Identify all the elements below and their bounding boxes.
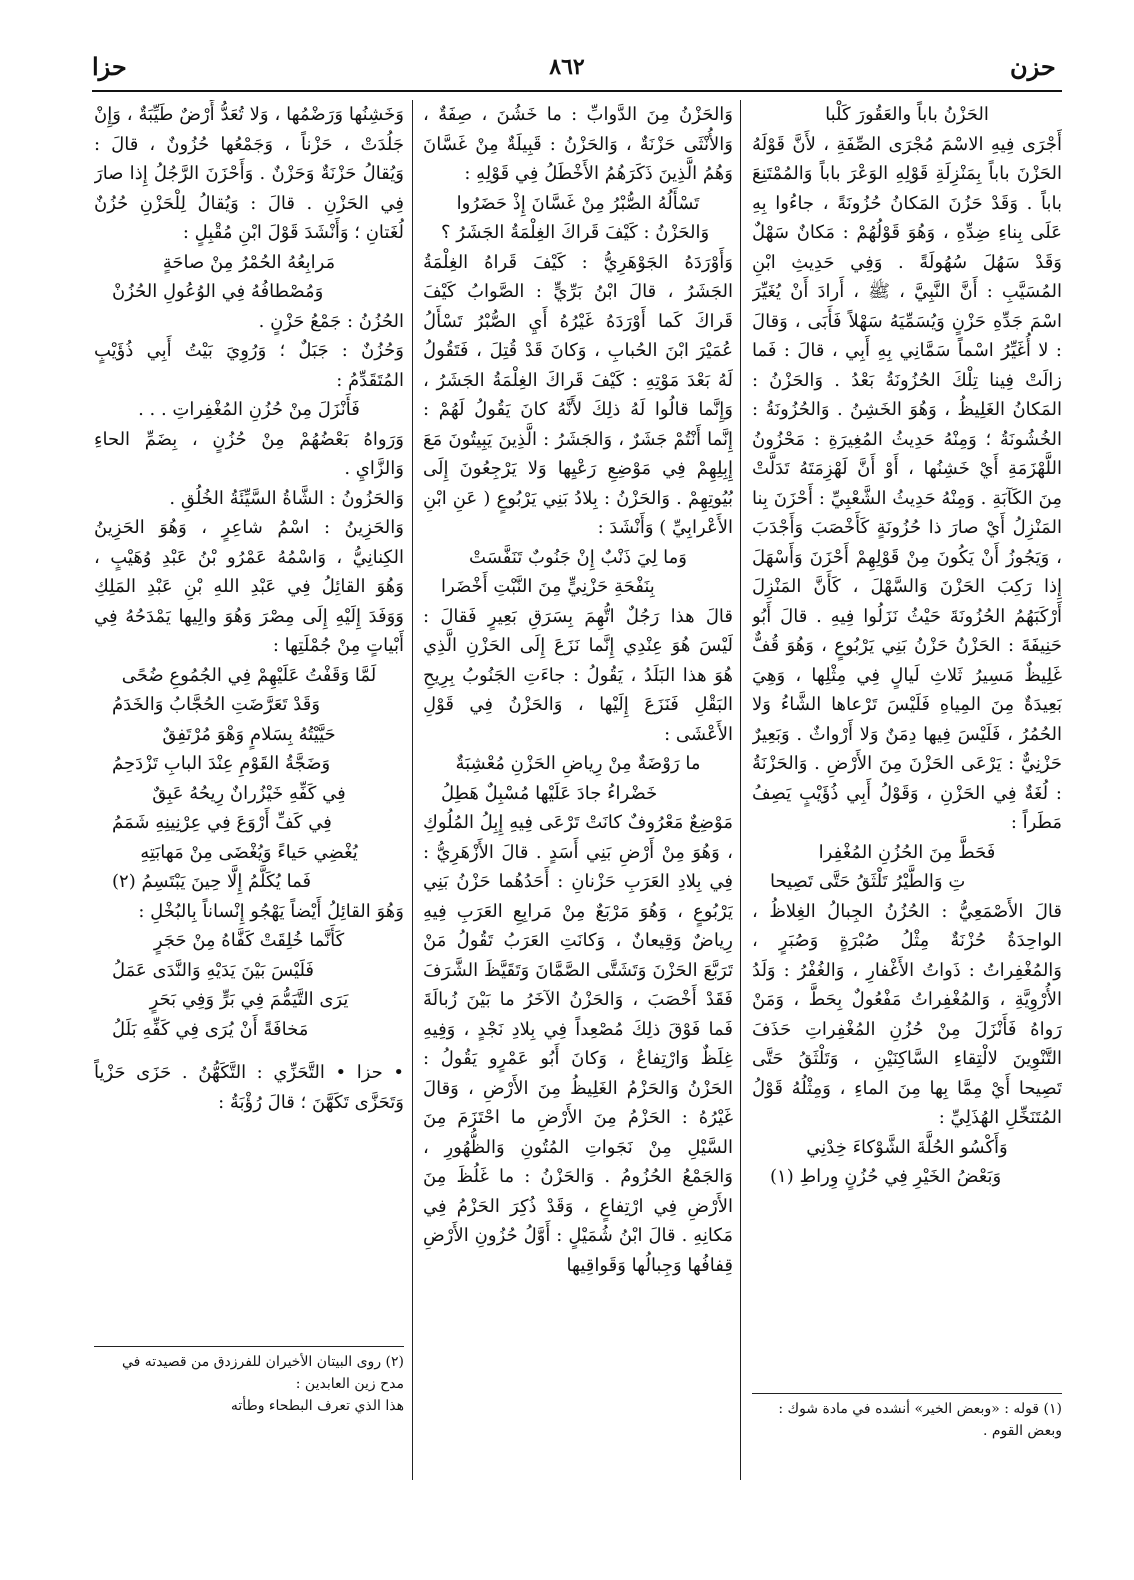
verse-line: مَرابِعُهُ الحُمْرُ مِنْ صاحَةٍ (162, 251, 336, 273)
verse-line: وَمُصْطافُهُ فِي الوُعُولِ الحُزُنْ (112, 281, 324, 302)
verse-line: فَحَطَّ مِنَ الحُزُنِ المُغْفِرا (818, 841, 996, 863)
footnote-line: هذا الذي تعرف البطحاء وطأته (230, 1398, 404, 1414)
verse-line: وَما لِيَ ذَنْبٌ إِنْ جَنُوبٌ تَنَفَّسَتْ (469, 546, 687, 568)
verse-line: فِي كَفِّهِ خَيْزُرانٌ رِيحُهُ عَبِقٌ (152, 782, 346, 804)
text-column-middle (423, 100, 733, 1480)
entry-headword-paragraph: • حزا • التَّحَزِّي : التَّكَهُّنُ . حَزَى حَزْياً وَتَحَزَّى تَكَهَّنَ ؛ قالَ رُؤْبَةُ : (94, 1062, 404, 1113)
verse-line: بِنَفْحَةِ حَزْنِيٍّ مِنَ النَّبْتِ أَخْضَرا (441, 576, 655, 597)
header-entry-word-left: حزا (92, 52, 127, 81)
header-entry-word-right: حزن (1010, 52, 1056, 81)
text-paragraph: الحُزُنُ : جَمْعُ حَزْنٍ . (258, 310, 404, 332)
verse-line: فَلَيْسَ بَيْنَ يَدَيْهِ وَالنَّدَى عَمَلُ (112, 959, 315, 981)
text-paragraph: وَخَشِنُها وَرَضْمُها ، وَلا تُعَدُّ أَرْضٌ طَيِّبَةٌ ، وَإِنْ جَلُدَتْ ، حَزْناً ، وَجَمْعُها حُزُونٌ ، قالَ : وَيُقالُ حَزْنَةٌ وَحَزْنٌ . وَأَحْزَنَ الرَّجُلُ إِذا صارَ فِي الحَزْنِ . قالَ : وَيُقالُ لِلْحَزْنِ حُزُنٌ لُغَتانِ ؛ وَأَنْشَدَ قَوْلَ ابْنِ مُقْبِلٍ : (94, 104, 404, 243)
verse-line: مَخافَةً أَنْ يُرَى فِي كَفِّهِ بَلَلُ (112, 1018, 309, 1040)
verse-line: تَسْأَلُهُ الصُّبْرُ مِنْ غَسَّانَ إِذْ حَضَرُوا (456, 192, 700, 214)
text-paragraph: قالَ هذا رَجُلٌ اتُّهِمَ بِسَرَقِ بَعِيرٍ فَقالَ : لَيْسَ هُوَ عِنْدِي إِنَّما نَزَعَ إِلَى الحَزْنِ الَّذِي هُوَ هذا البَلَدُ ، يَقُولُ : جاءَتِ الجَنُوبُ بِرِيحِ البَقْلِ فَنَزَعَ إِلَيْها ، وَالحَزْنُ فِي قَوْلِ الأَعْشَى : (423, 605, 733, 745)
verse-line: فِي كَفِّ أَرْوَعَ فِي عِرْنِينِهِ شَمَمُ (112, 812, 332, 833)
column-divider (740, 100, 741, 1480)
verse-line: وَقَدْ تَعَرَّضَتِ الحُجَّابُ وَالخَدَمُ (112, 694, 321, 715)
text-paragraph: مَوْضِعٌ مَعْرُوفٌ كانَتْ تَرْعَى فِيهِ إِبِلُ المُلُوكِ ، وَهُوَ مِنْ أَرْضِ بَنِي أَسَدٍ . قالَ الأَزْهَرِيُّ : فِي بِلادِ العَرَبِ حَزْنانِ : أَحَدُهُما حَزْنُ بَنِي يَرْبُوعٍ ، وَهُوَ مَرْبَعٌ مِنْ مَرابِعِ العَرَبِ فِيهِ رِياضٌ وَقِيعانٌ ، وَكانَتِ العَرَبُ تَقُولُ مَنْ تَرَبَّعَ الحَزْنَ وَتَشَتَّى الصَّمَّانَ وَتَقَيَّظَ الشَّرَفَ فَقَدْ أَخْصَبَ ، وَالحَزْنُ الآخَرُ ما بَيْنَ زُبالَةَ فَما فَوْقَ ذلِكَ مُصْعِداً فِي بِلادِ نَجْدٍ ، وَفِيهِ غِلَظٌ وَارْتِفاعٌ ، وَكانَ أَبُو عَمْرٍو يَقُولُ : الحَزْنُ وَالحَزْمُ الغَلِيظُ مِنَ الأَرْضِ ، وَقالَ غَيْرُهُ : الحَزْمُ مِنَ الأَرْضِ ما احْتَزَمَ مِنَ السَّيْلِ مِنْ نَجَواتِ المُتُونِ وَالظُّهُورِ ، وَالجَمْعُ الحُزُومُ . وَالحَزْنُ : ما غَلُظَ مِنَ الأَرْضِ فِي ارْتِفاعٍ ، وَقَدْ ذُكِرَ الحَزْمُ فِي مَكانِهِ . قالَ ابْنُ شُمَيْلٍ : أَوَّلُ حُزُونِ الأَرْضِ قِفافُها وَجِبالُها وَقَواقِيها (423, 812, 733, 1276)
verse-line: خَضْراءُ جادَ عَلَيْها مُسْبِلٌ هَطِلُ (441, 782, 658, 804)
footnote-left (94, 1346, 404, 1417)
verse-line: يَرَى التَّيَمُّمَ فِي بَرٍّ وَفِي بَحَرٍ (149, 989, 349, 1010)
verse-line: وَضَجَّةُ القَوْمِ عِنْدَ البابِ تَزْدَحِمُ (112, 753, 331, 774)
verse-line: وَبَعْضُ الخَيْرِ فِي حُزُنٍ وِراطِ (١) (770, 1166, 1002, 1187)
verse-line: وَأَكْسُو الحُلَّةَ الشَّوْكاءَ خِدْنِي (806, 1136, 1008, 1158)
text-paragraph: وَهُوَ القائِلُ أَيْضاً يَهْجُو إِنْساناً بِالبُخْلِ : (138, 900, 404, 922)
verse-line: تِ وَالطَّيْرُ تَلْثَقُ حَتَّى تَصِيحا (770, 871, 966, 892)
verse-line: يُغْضِي حَياءً وَيُغْضَى مِنْ مَهابَتِهِ (140, 841, 358, 863)
verse-line: حَيَّيْتُهُ بِسَلامٍ وَهْوَ مُرْتَفِقٌ (162, 723, 336, 745)
verse-line: فَما يُكَلَّمُ إِلَّا حِينَ يَبْتَسِمُ (٢) (112, 871, 312, 892)
text-column-right (752, 100, 1062, 1480)
footnote-right (752, 1393, 1062, 1442)
column-divider (412, 100, 413, 1480)
verse-line: فَأَنْزَلَ مِنْ حُزُنِ المُغْفِراتِ . . . (138, 399, 360, 420)
header-rule (92, 90, 1062, 92)
text-paragraph: وَحُزُنٌ : جَبَلٌ ؛ وَرُوِيَ بَيْتُ أَبِي ذُؤَيْبٍ المُتَقَدِّمُ : (94, 340, 404, 391)
verse-line: الحَزْنُ باباً والعَقُورَ كَلْبا (825, 104, 989, 125)
verse-line: ما رَوْضَةٌ مِنْ رِياضِ الحَزْنِ مُعْشِبَةٌ (455, 753, 701, 774)
verse-line: وَالحَزْنُ : كَيْفَ قَراكَ الغِلْمَةُ الجَشَرُ ؟ (441, 222, 710, 243)
text-paragraph: وَالحَزُونُ : الشَّاةُ السَّيِّئَةُ الخُلُقِ . (169, 487, 404, 509)
footnote-line: (٢) روى البيتان الأخيران للفرزدق من قصيدته في مدح زين العابدين : (121, 1354, 404, 1392)
text-paragraph: أَجْرَى فِيهِ الاسْمَ مُجْرَى الصِّفَةِ ، لأَنَّ قَوْلَهُ الحَزْنَ باباً بِمَنْزِلَةِ قَوْلِهِ الوَعْرَ باباً وَالمُمْتَنِعَ باباً . وَقَدْ حَزُنَ المَكانُ حُزُونَةً ، جاءُوا بِهِ عَلَى بِناءِ ضِدِّهِ ، وَهُوَ قَوْلُهُمْ : مَكانٌ سَهْلٌ وَقَدْ سَهُلَ سُهُولَةً . وَفِي حَدِيثِ ابْنِ المُسَيَّبِ : أَنَّ النَّبِيَّ ، ﷺ ، أَرادَ أَنْ يُغَيِّرَ اسْمَ جَدِّهِ حَزْنٍ وَيُسَمِّيَهُ سَهْلاً فَأَبَى ، وَقالَ : لا أُغَيِّرُ اسْماً سَمَّانِي بِهِ أَبِي ، قالَ : فَما زالَتْ فِينا تِلْكَ الحُزُونَةُ بَعْدُ . وَالحَزْنُ : المَكانُ الغَلِيظُ ، وَهُوَ الخَشِنُ . وَالحُزُونَةُ : الخُشُونَةُ ؛ وَمِنْهُ حَدِيثُ المُغِيرَةِ : مَحْزُونُ اللَّهْزَمَةِ أَيْ خَشِنُها ، أَوْ أَنَّ لَهْزِمَتَهُ تَدَلَّتْ مِنَ الكَآبَةِ . وَمِنْهُ حَدِيثُ الشَّعْبِيِّ : أَحْزَنَ بِنا المَنْزِلُ أَيْ صارَ ذا حُزُونَةٍ كَأَخْصَبَ وَأَجْدَبَ ، وَيَجُوزُ أَنْ يَكُونَ مِنْ قَوْلِهِمْ أَحْزَنَ وَأَسْهَلَ إِذا رَكِبَ الحَزْنَ وَالسَّهْلَ ، كَأَنَّ المَنْزِلَ أَرْكَبَهُمُ الحُزُونَةَ حَيْثُ نَزَلُوا فِيهِ . قالَ أَبُو حَنِيفَةَ : الحَزْنُ حَزْنُ بَنِي يَرْبُوعٍ ، وَهُوَ قُفٌّ غَلِيظٌ مَسِيرُ ثَلاثِ لَيالٍ فِي مِثْلِها ، وَهِيَ بَعِيدَةٌ مِنَ المِياهِ فَلَيْسَ تَرْعاها الشَّاءُ وَلا الحُمُرُ ، فَلَيْسَ فِيها دِمَنٌ وَلا أَرْواثٌ . وَبَعِيرٌ حَزْنِيٌّ : يَرْعَى الحَزْنَ مِنَ الأَرْضِ . وَالحَزْنَةُ : لُغَةٌ فِي الحَزْنِ ، وَقَوْلُ أَبِي ذُؤَيْبٍ يَصِفُ مَطَراً : (752, 133, 1062, 833)
page-number: ٨٦٢ (549, 54, 585, 80)
text-paragraph: قالَ الأَصْمَعِيُّ : الحُزُنُ الجِبالُ الغِلاظُ ، الواحِدَةُ حُزْنَةٌ مِثْلُ صُبْرَةٍ وَصُبَرٍ ، وَالمُغْفِراتُ : ذَواتُ الأَغْفارِ ، وَالغُفْرُ : وَلَدُ الأُرْوِيَّةِ ، وَالمُغْفِراتُ مَفْعُولٌ بِحَطَّ ، وَمَنْ رَواهُ فَأَنْزَلَ مِنْ حُزُنِ المُغْفِراتِ حَذَفَ التَّنْوِينَ لالْتِقاءِ السَّاكِنَيْنِ ، وَتَلْثَقُ حَتَّى تَصِيحا أَيْ مِمَّا بِها مِنَ الماءِ ، وَمِثْلُهُ قَوْلُ المُتَنَخِّلِ الهُذَلِيِّ : (752, 900, 1062, 1128)
text-paragraph: وَالحَزْنُ مِنَ الدَّوابِّ : ما خَشُنَ ، صِفَةٌ ، وَالأُنْثَى حَزْنَةٌ ، وَالحَزْنُ : قَبِيلَةٌ مِنْ غَسَّانَ وَهُمُ الَّذِينَ ذَكَرَهُمُ الأَخْطَلُ فِي قَوْلِهِ : (423, 104, 733, 184)
text-paragraph: وَأَوْرَدَهُ الجَوْهَرِيُّ : كَيْفَ قَراهُ الغِلْمَةُ الجَشَرُ ، قالَ ابْنُ بَرِّيٍّ : الصَّوابُ كَيْفَ قَراكَ كَما أَوْرَدَهُ غَيْرُهُ أَيِ الصُّبْرُ تَسْأَلُ عُمَيْرَ ابْنَ الحُبابِ ، وَكانَ قَدْ قُتِلَ ، فَتَقُولُ لَهُ بَعْدَ مَوْتِهِ : كَيْفَ قَراكَ الغِلْمَةُ الجَشَرُ ، وَإِنَّما قالُوا لَهُ ذلِكَ لأَنَّهُ كانَ يَقُولُ لَهُمْ : إِنَّما أَنْتُمْ جَشَرٌ ، وَالجَشَرُ : الَّذِينَ يَبِيتُونَ مَعَ إِبِلِهِمْ فِي مَوْضِعِ رَعْيِها وَلا يَرْجِعُونَ إِلَى بُيُوتِهِمْ . وَالحَزْنُ : بِلادُ بَنِي يَرْبُوعٍ ( عَنِ ابْنِ الأَعْرابِيِّ ) وَأَنْشَدَ : (423, 251, 733, 538)
verse-line: لَمَّا وَقَفْتُ عَلَيْهِمْ فِي الجُمُوعِ ضُحًى (121, 664, 377, 686)
text-paragraph: وَالحَزِينُ : اسْمُ شاعِرٍ ، وَهُوَ الحَزِينُ الكِنانِيُّ ، وَاسْمُهُ عَمْرُو بْنُ عَبْدِ وُهَيْبٍ ، وَهُوَ القائِلُ فِي عَبْدِ اللهِ بْنِ عَبْدِ المَلِكِ وَوَفَدَ إِلَيْهِ إِلَى مِصْرَ وَهُوَ والِيها يَمْدَحُهُ فِي أَبْياتٍ مِنْ جُمْلَتِها : (94, 517, 404, 656)
verse-line: كَأَنَّما خُلِقَتْ كَفَّاهُ مِنْ حَجَرٍ (153, 930, 345, 951)
text-column-left (94, 100, 404, 1480)
footnote-line: (١) قوله : «وبعض الخير» أنشده في مادة شوك : وبعض القوم . (778, 1401, 1062, 1439)
text-paragraph: وَرَواهُ بَعْضُهُمْ مِنْ حُزُنٍ ، بِضَمِّ الحاءِ وَالزَّايِ . (94, 428, 404, 479)
